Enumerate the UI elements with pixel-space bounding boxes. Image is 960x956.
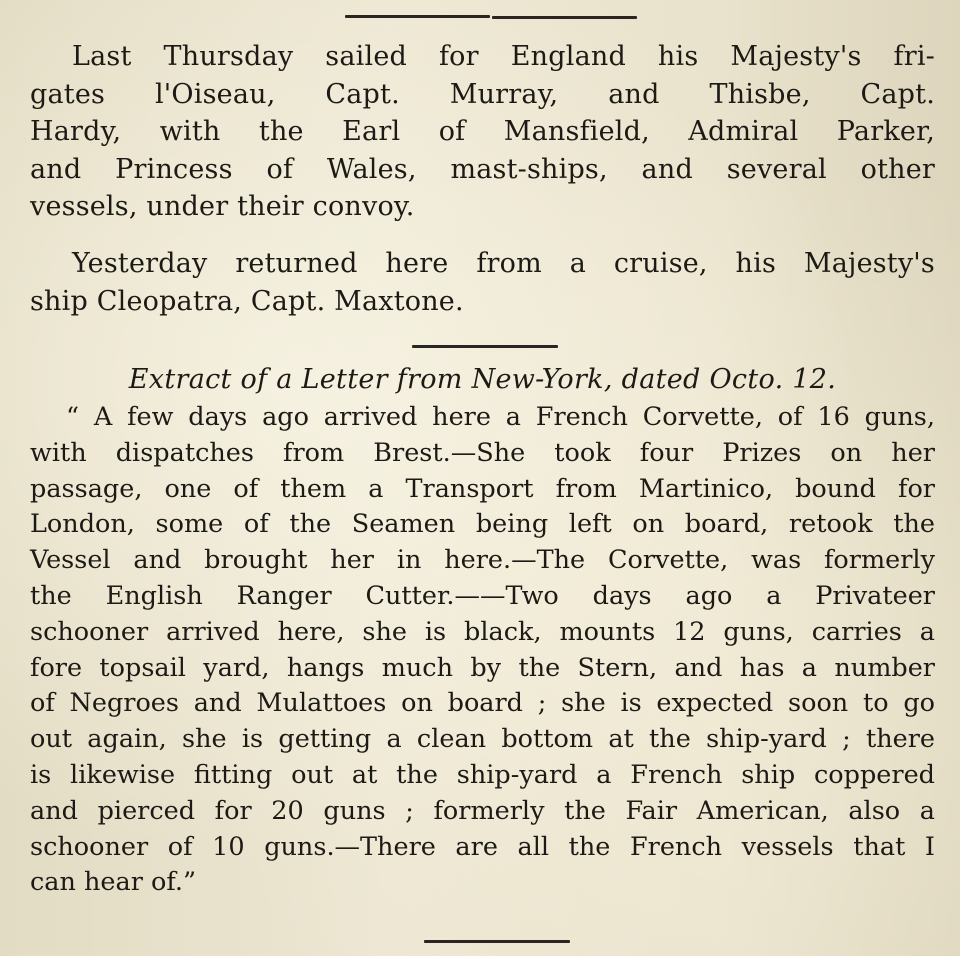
- text-line: Last Thursday sailed for England his Majesty's fri-: [72, 41, 935, 72]
- text-line: Hardy, with the Earl of Mansfield, Admiral Parker,: [30, 116, 935, 147]
- text-line: is likewise fitting out at the ship-yard a French ship coppered: [30, 759, 935, 790]
- text-line: and Princess of Wales, mast-ships, and several other: [30, 153, 935, 185]
- text-line: gates l'Oiseau, Capt. Murray, and Thisbe, Capt.: [30, 78, 935, 110]
- text-line: can hear of.”: [30, 867, 197, 898]
- text-line: “ A few days ago arrived here a French Corvette, of 16 guns,: [66, 402, 935, 432]
- text-line: vessels, under their convoy.: [30, 191, 415, 222]
- extract-heading: Extract of a Letter from New-York, dated Octo. 12.: [128, 364, 837, 395]
- text-line: with dispatches from Brest.—She took four Prizes on her: [30, 437, 935, 468]
- shipping-paragraph-2: [30, 245, 935, 320]
- shipping-paragraph-1: [30, 38, 935, 226]
- top-rule-left: [345, 15, 490, 18]
- text-line: schooner arrived here, she is black, mounts 12 guns, carries a: [30, 616, 935, 647]
- text-line: fore topsail yard, hangs much by the Stern, and has a number: [30, 652, 935, 683]
- text-line: passage, one of them a Transport from Martinico, bound for: [30, 473, 935, 504]
- text-line: and pierced for 20 guns ; formerly the Fair American, also a: [30, 795, 935, 826]
- text-line: the English Ranger Cutter.——Two days ago a Privateer: [30, 580, 935, 611]
- section-rule: [412, 345, 558, 348]
- text-line: Vessel and brought her in here.—The Corvette, was formerly: [30, 545, 935, 576]
- text-line: out again, she is getting a clean bottom at the ship-yard ; there: [30, 724, 935, 755]
- text-line: schooner of 10 guns.—There are all the French vessels that I: [30, 831, 935, 862]
- letter-body: [30, 400, 935, 901]
- text-line: Yesterday returned here from a cruise, his Majesty's: [72, 248, 935, 279]
- bottom-rule: [424, 940, 570, 943]
- text-line: ship Cleopatra, Capt. Maxtone.: [30, 285, 464, 317]
- text-line: London, some of the Seamen being left on board, retook the: [30, 509, 935, 540]
- top-rule-right: [492, 16, 637, 19]
- text-line: of Negroes and Mulattoes on board ; she is expected soon to go: [30, 688, 935, 719]
